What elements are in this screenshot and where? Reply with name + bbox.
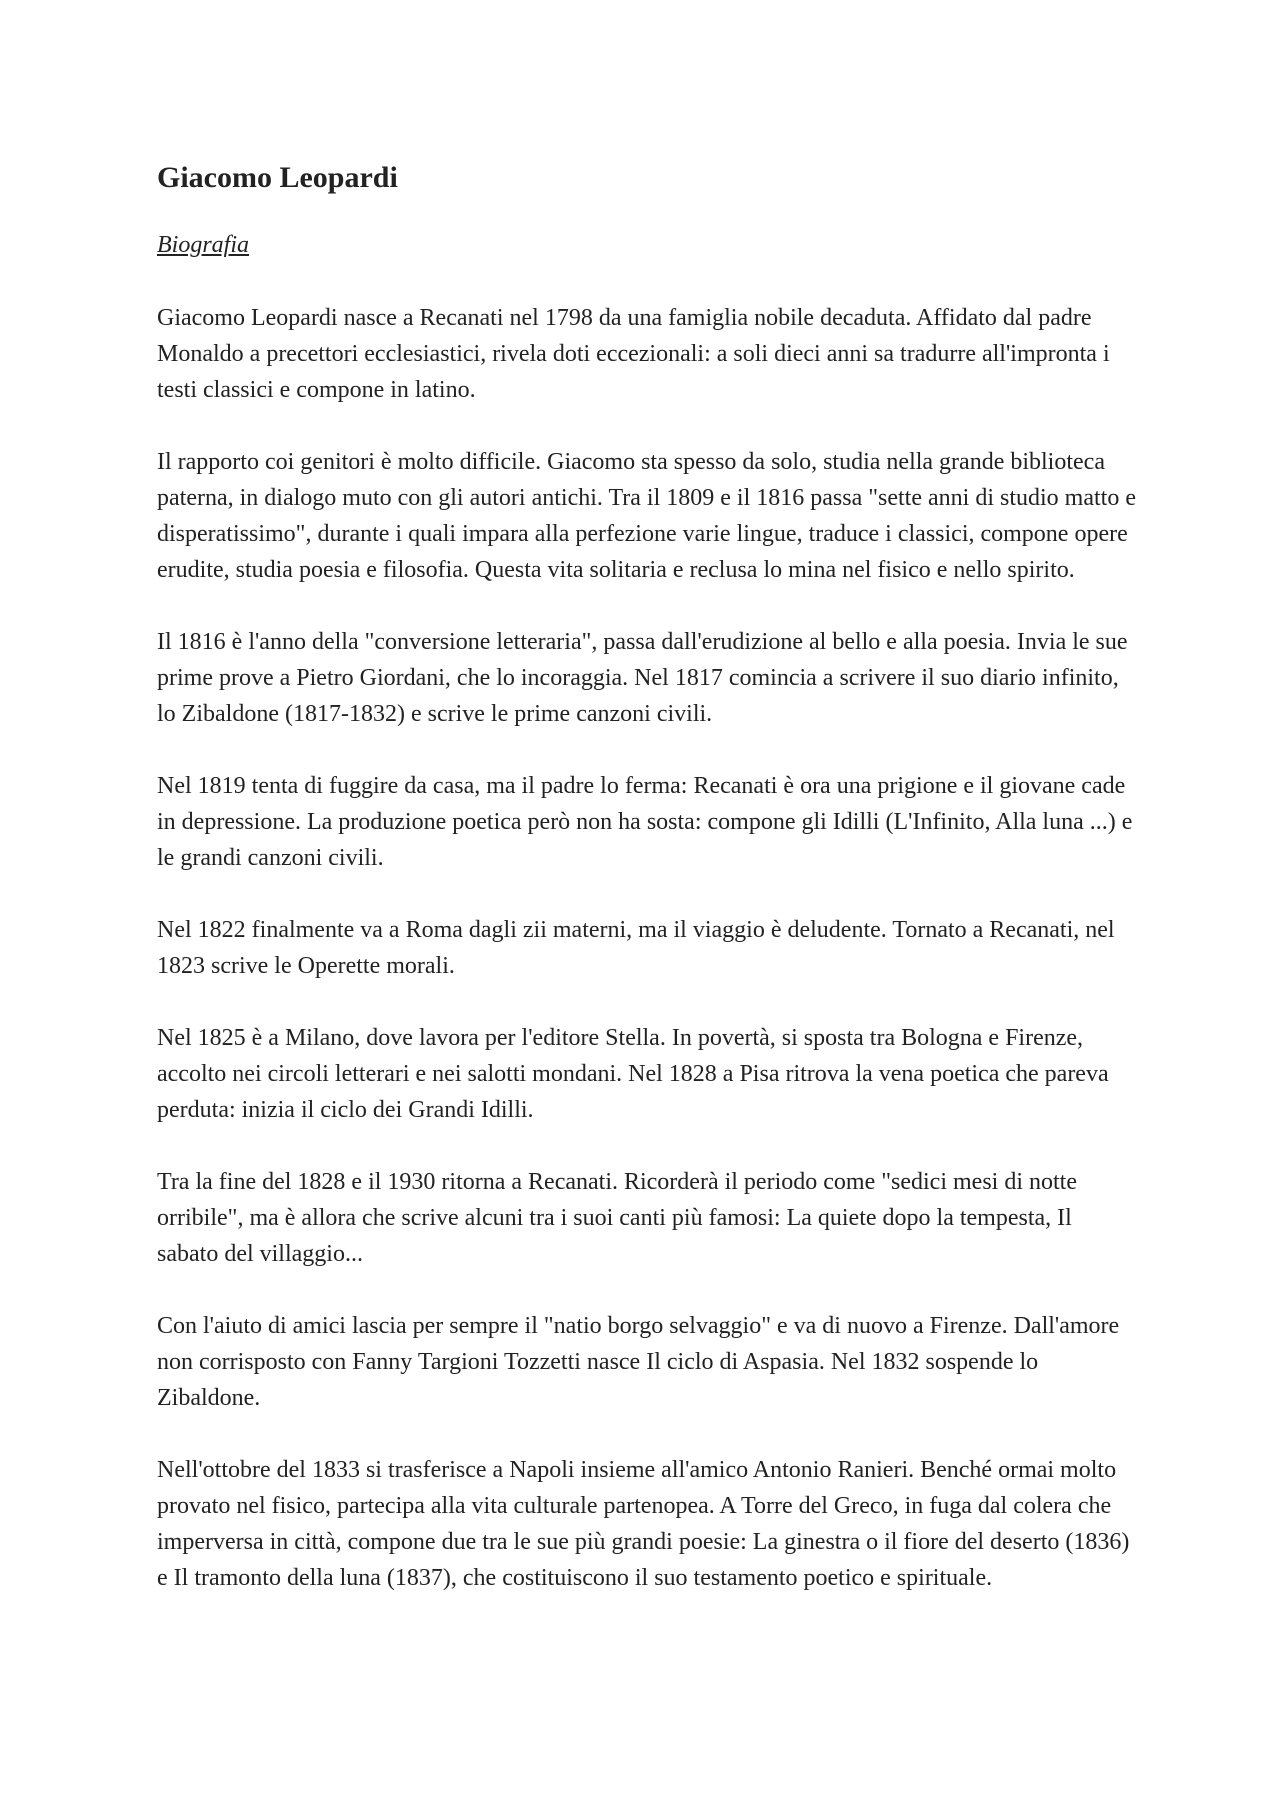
paragraph: Con l'aiuto di amici lascia per sempre il "natio borgo selvaggio" e va di nuovo a Firenze. Dall'amore non corrisposto con Fanny Targioni Tozzetti nasce Il ciclo di Aspasia. Nel 1832 sospende lo Zibaldone. [157, 1313, 1120, 1411]
paragraph: Tra la fine del 1828 e il 1930 ritorna a Recanati. Ricorderà il periodo come "sedici mesi di notte orribile", ma è allora che scrive alcuni tra i suoi canti più famosi: La quiete dopo la tempesta, Il sabato del villaggio... [157, 1169, 1077, 1267]
paragraph: Giacomo Leopardi nasce a Recanati nel 1798 da una famiglia nobile decaduta. Affidato dal padre Monaldo a precettori ecclesiastici, rivela doti eccezionali: a soli dieci anni sa tradurre all'impronta i testi classici e compone in latino. [157, 305, 1110, 403]
section-heading: Biografia [157, 232, 250, 258]
paragraph: Nel 1819 tenta di fuggire da casa, ma il padre lo ferma: Recanati è ora una prigione e il giovane cade in depressione. La produzione poetica però non ha sosta: compone gli Idilli (L'Infinito, Alla luna ...) e le grandi canzoni civili. [157, 773, 1133, 871]
paragraph: Il 1816 è l'anno della "conversione letteraria", passa dall'erudizione al bello e alla poesia. Invia le sue prime prove a Pietro Giordani, che lo incoraggia. Nel 1817 comincia a scrivere il suo diario infinito, lo Zibaldone (1817-1832) e scrive le prime canzoni civili. [157, 629, 1128, 727]
document-page [157, 160, 1137, 1632]
document-title: Giacomo Leopardi [157, 161, 398, 194]
paragraph: Nel 1825 è a Milano, dove lavora per l'editore Stella. In povertà, si sposta tra Bologna e Firenze, accolto nei circoli letterari e nei salotti mondani. Nel 1828 a Pisa ritrova la vena poetica che pareva perduta: inizia il ciclo dei Grandi Idilli. [157, 1025, 1109, 1123]
paragraph: Nel 1822 finalmente va a Roma dagli zii materni, ma il viaggio è deludente. Tornato a Recanati, nel 1823 scrive le Operette morali. [157, 917, 1115, 979]
paragraph: Il rapporto coi genitori è molto difficile. Giacomo sta spesso da solo, studia nella grande biblioteca paterna, in dialogo muto con gli autori antichi. Tra il 1809 e il 1816 passa "sette anni di studio matto e disperatissimo", durante i quali impara alla perfezione varie lingue, traduce i classici, compone opere erudite, studia poesia e filosofia. Questa vita solitaria e reclusa lo mina nel fisico e nello spirito. [157, 449, 1136, 583]
paragraph: Nell'ottobre del 1833 si trasferisce a Napoli insieme all'amico Antonio Ranieri. Benché ormai molto provato nel fisico, partecipa alla vita culturale partenopea. A Torre del Greco, in fuga dal colera che imperversa in città, compone due tra le sue più grandi poesie: La ginestra o il fiore del deserto (1836) e Il tramonto della luna (1837), che costituiscono il suo testamento poetico e spirituale. [157, 1457, 1130, 1591]
